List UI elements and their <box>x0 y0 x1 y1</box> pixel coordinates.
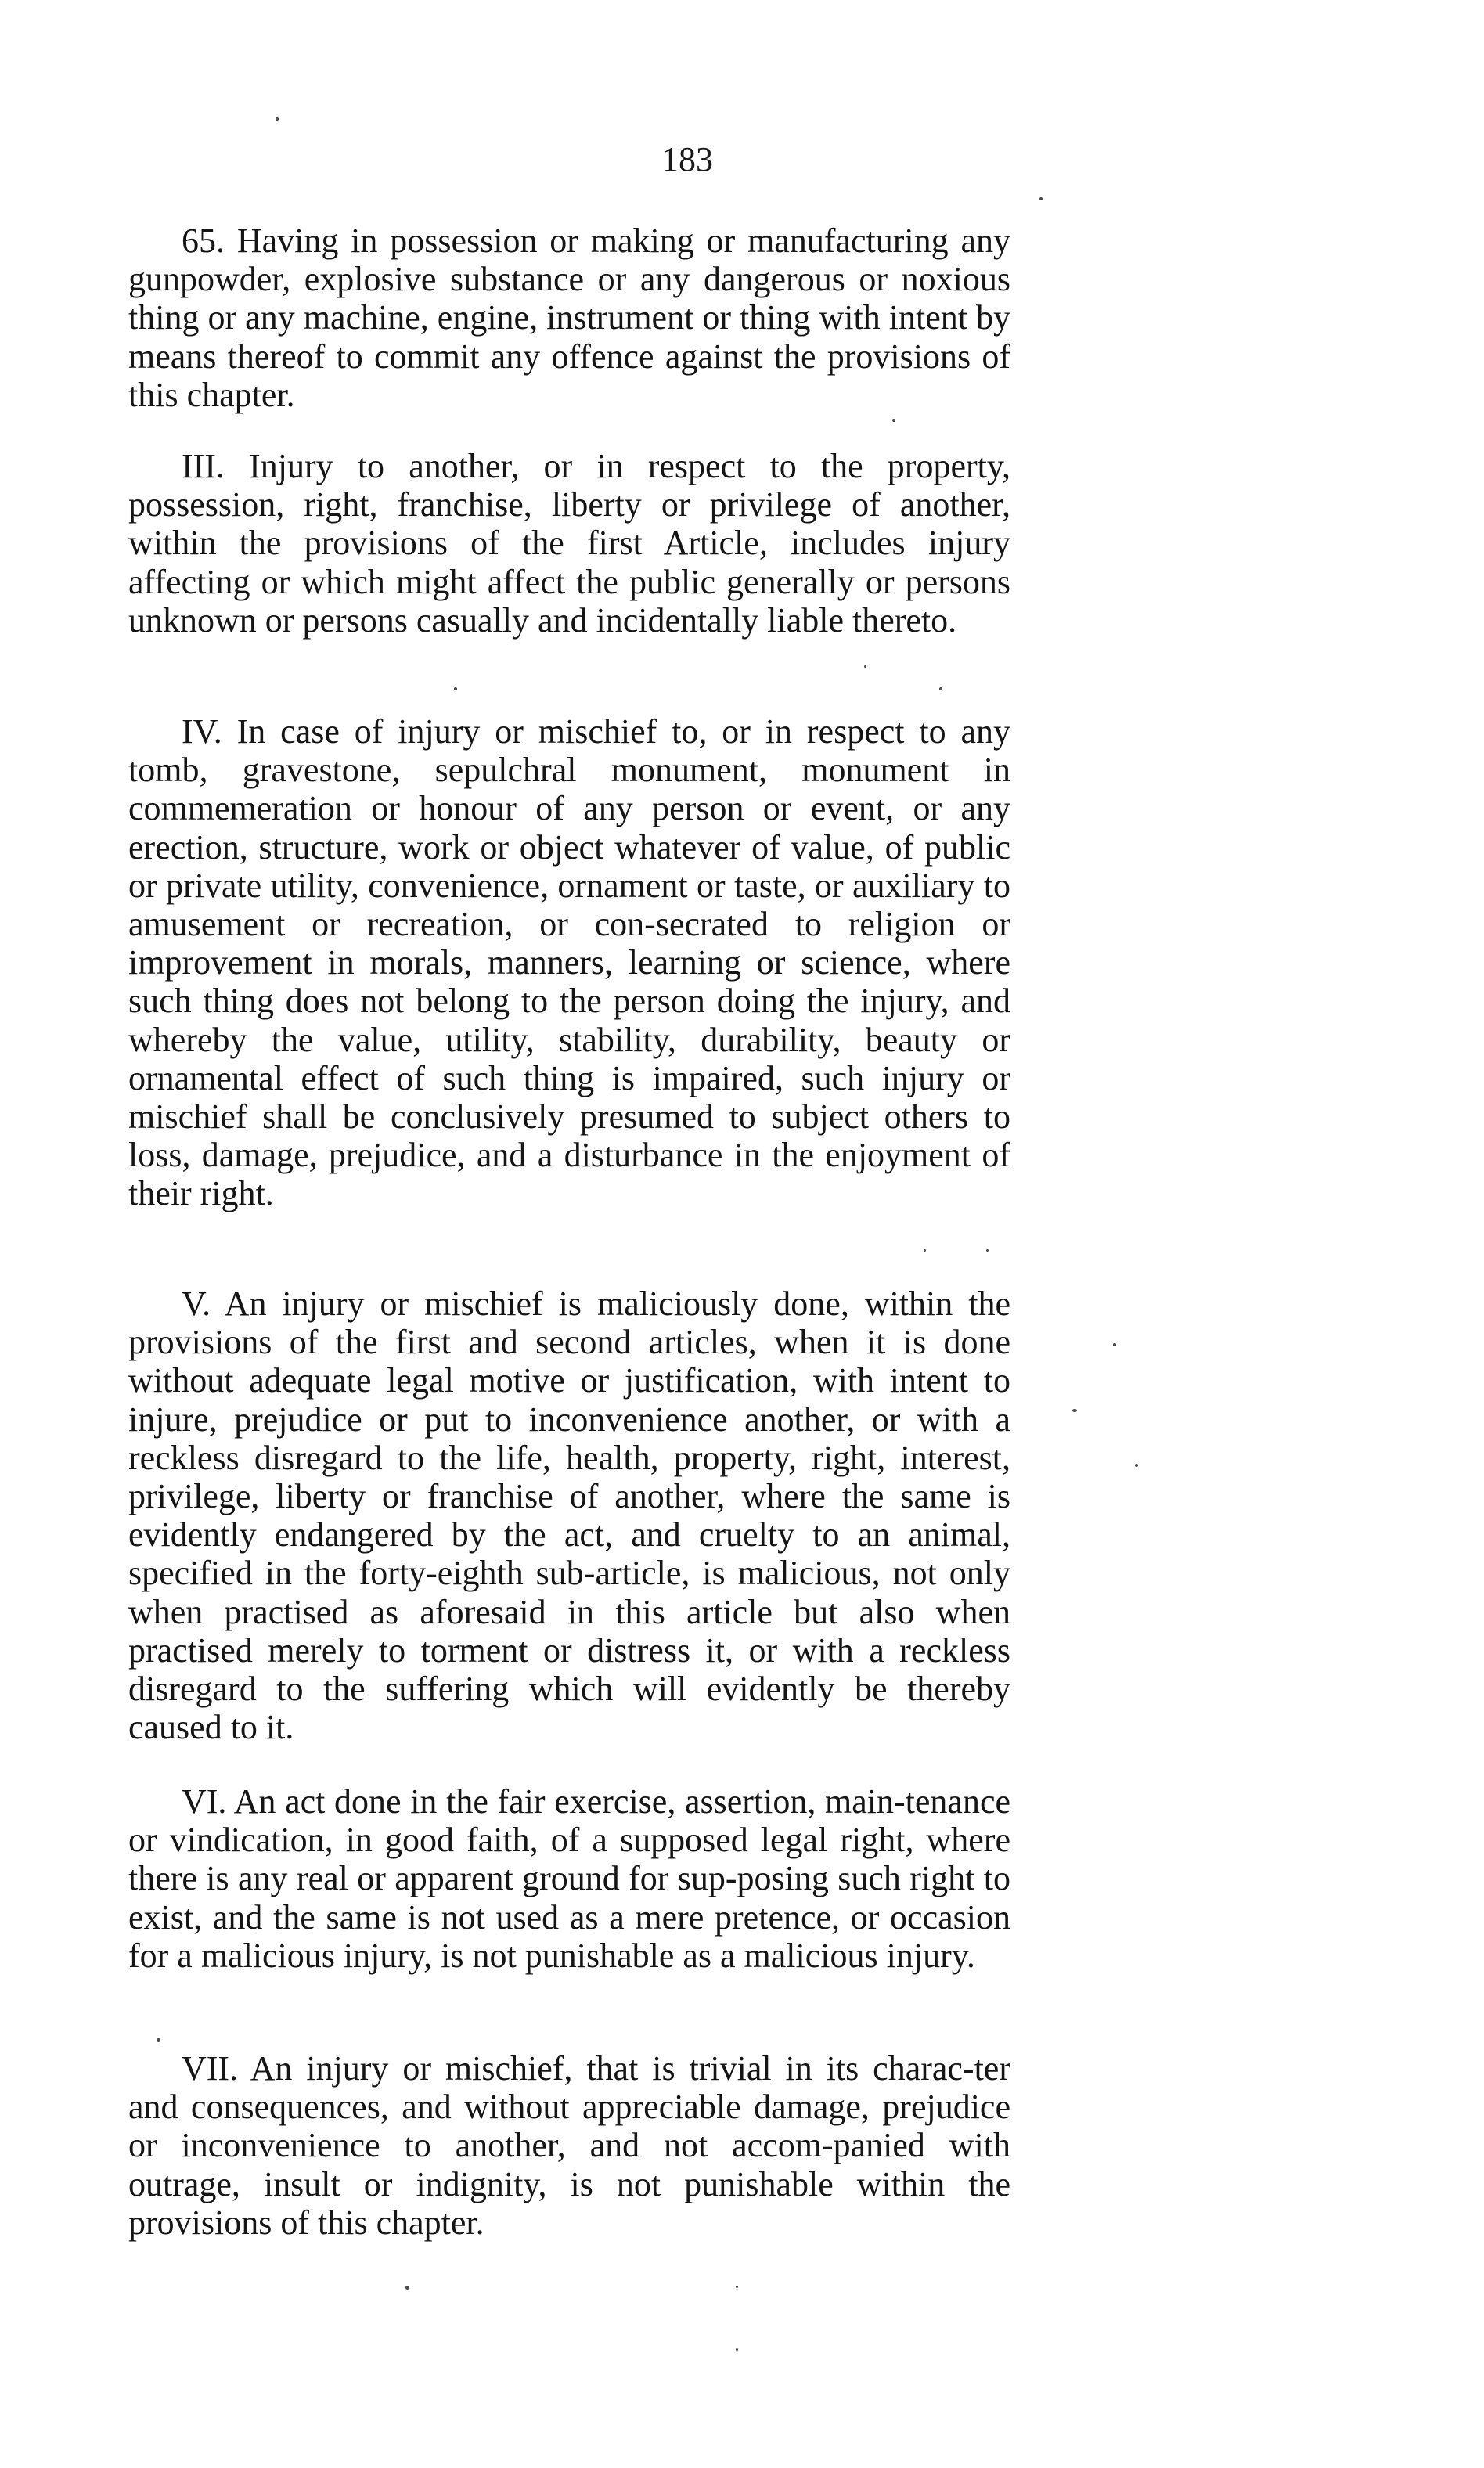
paragraph-marker: 65. <box>182 222 225 260</box>
section-marker: IV. <box>182 712 222 751</box>
scan-speck <box>454 687 457 690</box>
section-vi <box>128 1782 1010 1975</box>
scan-speck <box>736 2348 738 2351</box>
scan-speck <box>939 687 942 690</box>
section-vii <box>128 2049 1010 2242</box>
section-text: An injury or mischief, that is trivial in its charac-ter and consequences, and without appreciable damage, prejudice or inconvenience to another, and not accom-panied with outrage, insult or indignity, is not punishable within the provisions of this chapter. <box>128 2049 1010 2242</box>
section-marker: V. <box>182 1284 211 1323</box>
section-v <box>128 1284 1010 1746</box>
section-marker: VI. <box>182 1782 227 1821</box>
section-text: In case of injury or mischief to, or in respect to any tomb, gravestone, sepulchral monument, monument in commemeration or honour of any person or event, or any erection, structure, work or object whatever of value, of public or private utility, convenience, ornament or taste, or auxiliary to amusement or recreation, or con-secrated to religion or improvement in morals, manners, learning or science, where such thing does not belong to the person doing the injury, and whereby the value, utility, stability, durability, beauty or ornamental effect of such thing is impaired, such injury or mischief shall be conclusively presumed to subject others to loss, damage, prejudice, and a disturbance in the enjoyment of their right. <box>128 712 1010 1213</box>
section-marker: III. <box>182 447 225 485</box>
scan-speck <box>924 1249 926 1252</box>
scan-speck <box>864 665 866 668</box>
paragraph-text: Having in possession or making or manufacturing any gunpowder, explosive substance or any dangerous or noxious thing or any machine, engine, instrument or thing with intent by means thereof to commit any offence against the provisions of this chapter. <box>128 222 1010 414</box>
scan-speck <box>736 2286 738 2288</box>
scan-speck <box>1135 1464 1138 1467</box>
scan-speck <box>892 419 895 422</box>
scan-speck <box>157 2038 160 2042</box>
section-text: Injury to another, or in respect to the property, possession, right, franchise, liberty or privilege of another, within the provisions of the first Article, includes injury affecting or which might affect the public generally or persons unknown or persons casually and incidentally liable thereto. <box>128 447 1011 640</box>
section-text: An act done in the fair exercise, assertion, main-tenance or vindication, in good faith, of a supposed legal right, where there is any real or apparent ground for sup-posing such right to exist, and the same is not used as a mere pretence, or occasion for a malicious injury, is not punishable as a malicious injury. <box>128 1782 1011 1975</box>
section-iii <box>128 447 1010 640</box>
section-text: An injury or mischief is maliciously done, within the provisions of the first and second articles, when it is done without adequate legal motive or justification, with intent to injure, prejudice or put to inconvenience another, or with a reckless disregard to the life, health, property, right, interest, privilege, liberty or franchise of another, where the same is evidently endangered by the act, and cruelty to an animal, specified in the forty-eighth sub-article, is malicious, not only when practised as aforesaid in this article but also when practised merely to torment or distress it, or with a reckless disregard to the suffering which will evidently be thereby caused to it. <box>128 1284 1010 1747</box>
section-marker: VII. <box>182 2049 239 2088</box>
page-number: 183 <box>661 140 713 178</box>
paragraph-65 <box>128 222 1010 414</box>
scan-speck <box>276 117 279 121</box>
scan-speck <box>1072 1409 1077 1412</box>
scan-speck <box>1039 197 1043 200</box>
scan-speck <box>405 2286 409 2290</box>
scan-speck <box>1113 1343 1116 1346</box>
section-iv <box>128 712 1010 1213</box>
scan-speck <box>986 1249 989 1252</box>
